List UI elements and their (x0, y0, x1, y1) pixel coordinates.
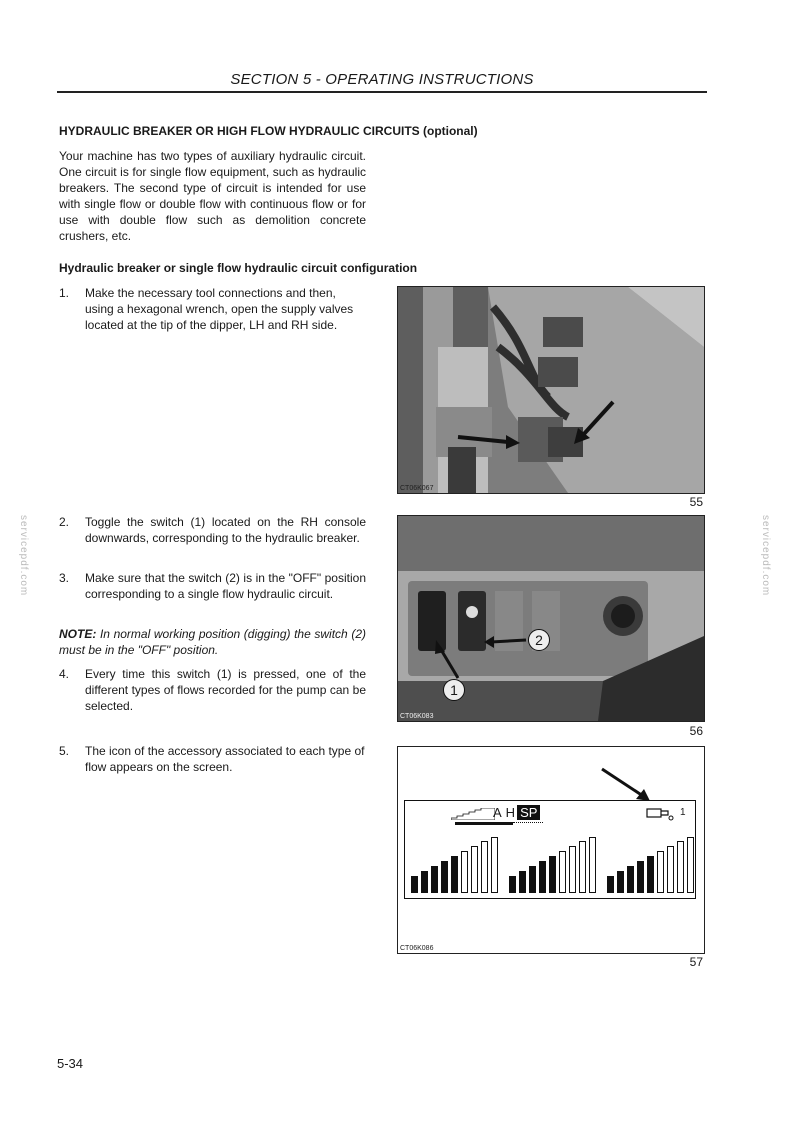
step-text: Make sure that the switch (2) is in the "OFF" position corresponding to a single flow hydraulic circuit. (85, 571, 366, 601)
display-screen (404, 800, 696, 899)
flow-bar (607, 876, 614, 893)
flow-bar (411, 876, 418, 893)
step-text: Toggle the switch (1) located on the RH console downwards, corresponding to the hydraulic breaker. (85, 515, 366, 545)
step-number: 5. (59, 744, 70, 758)
flow-bar (677, 841, 684, 893)
flow-bar (421, 871, 428, 893)
step-3 (59, 570, 366, 602)
flow-bar (579, 841, 586, 893)
watermark-right: servicepdf.com (760, 515, 771, 597)
flow-bar (491, 837, 498, 893)
step-text: The icon of the accessory associated to each type of flow appears on the screen. (85, 744, 365, 774)
accessory-number: 1 (680, 807, 686, 818)
figure-dipper-photo (397, 286, 705, 494)
flow-staircase-icon (451, 808, 495, 820)
flow-bar (549, 856, 556, 893)
step-number: 3. (59, 571, 70, 585)
flow-bar (481, 841, 488, 893)
note-label: NOTE: (59, 627, 97, 641)
step-2 (59, 514, 366, 546)
section-header: SECTION 5 - OPERATING INSTRUCTIONS (230, 71, 534, 88)
flow-bar-group-3 (607, 837, 699, 893)
flow-bar (627, 866, 634, 893)
flow-bar (617, 871, 624, 893)
figure-number: 55 (689, 495, 703, 509)
flow-bar (471, 846, 478, 893)
step-1 (59, 285, 366, 333)
header-rule (57, 91, 707, 93)
flow-bar (559, 851, 566, 893)
callout-1: 1 (443, 679, 465, 701)
callout-2: 2 (528, 629, 550, 651)
step-number: 2. (59, 515, 70, 529)
flow-bar (687, 837, 694, 893)
main-heading: HYDRAULIC BREAKER OR HIGH FLOW HYDRAULIC CIRCUITS (optional) (59, 124, 478, 138)
step-text: Make the necessary tool connections and then, using a hexagonal wrench, open the supply valves located at the tip of the dipper, LH and RH side. (85, 286, 354, 332)
figure-display (397, 746, 705, 954)
flow-bar (647, 856, 654, 893)
mode-sp: SP (517, 805, 540, 820)
flow-bar-group-1 (411, 837, 503, 893)
mode-a: A (493, 805, 502, 820)
flow-bar-group-2 (509, 837, 601, 893)
watermark-left: servicepdf.com (18, 515, 29, 597)
step-number: 1. (59, 286, 70, 300)
flow-bar (509, 876, 516, 893)
flow-bar (657, 851, 664, 893)
flow-bar (519, 871, 526, 893)
flow-bar (637, 861, 644, 893)
pointer-arrow (598, 765, 658, 805)
step-text: Every time this switch (1) is pressed, one of the different types of flows recorded for the pump can be selected. (85, 667, 366, 713)
mode-indicator (491, 805, 540, 820)
figure-console-photo (397, 515, 705, 722)
flow-bar (529, 866, 536, 893)
step-5 (59, 743, 366, 775)
flow-bar (451, 856, 458, 893)
flow-bar (461, 851, 468, 893)
intro-paragraph: Your machine has two types of auxiliary hydraulic circuit. One circuit is for single flow equipment, such as hydraulic breakers. The second type of circuit is intended for use with single flow or double flow with continuous flow or for use with double flow such as demolition concrete crushers, etc. (59, 149, 366, 243)
mode-underline-dotted (513, 822, 543, 823)
step-number: 4. (59, 667, 70, 681)
figure-number: 57 (689, 955, 703, 969)
figure-number: 56 (689, 724, 703, 738)
note (59, 626, 366, 658)
flow-bar (589, 837, 596, 893)
figure-code: CT06K086 (400, 945, 434, 952)
flow-bar (539, 861, 546, 893)
accessory-icon (646, 807, 676, 821)
flow-bar (431, 866, 438, 893)
note-text: In normal working position (digging) the switch (2) must be in the "OFF" position. (59, 627, 366, 657)
figure-code: CT06K083 (400, 713, 434, 720)
mode-h: H (505, 805, 516, 820)
sub-heading: Hydraulic breaker or single flow hydraulic circuit configuration (59, 261, 418, 275)
figure-code: CT06K067 (400, 485, 434, 492)
flow-bar (667, 846, 674, 893)
flow-bar (441, 861, 448, 893)
step-4 (59, 666, 366, 714)
flow-bar (569, 846, 576, 893)
mode-underline (455, 822, 513, 825)
page-number: 5-34 (57, 1056, 84, 1071)
dipper-photo-illustration (398, 287, 704, 493)
